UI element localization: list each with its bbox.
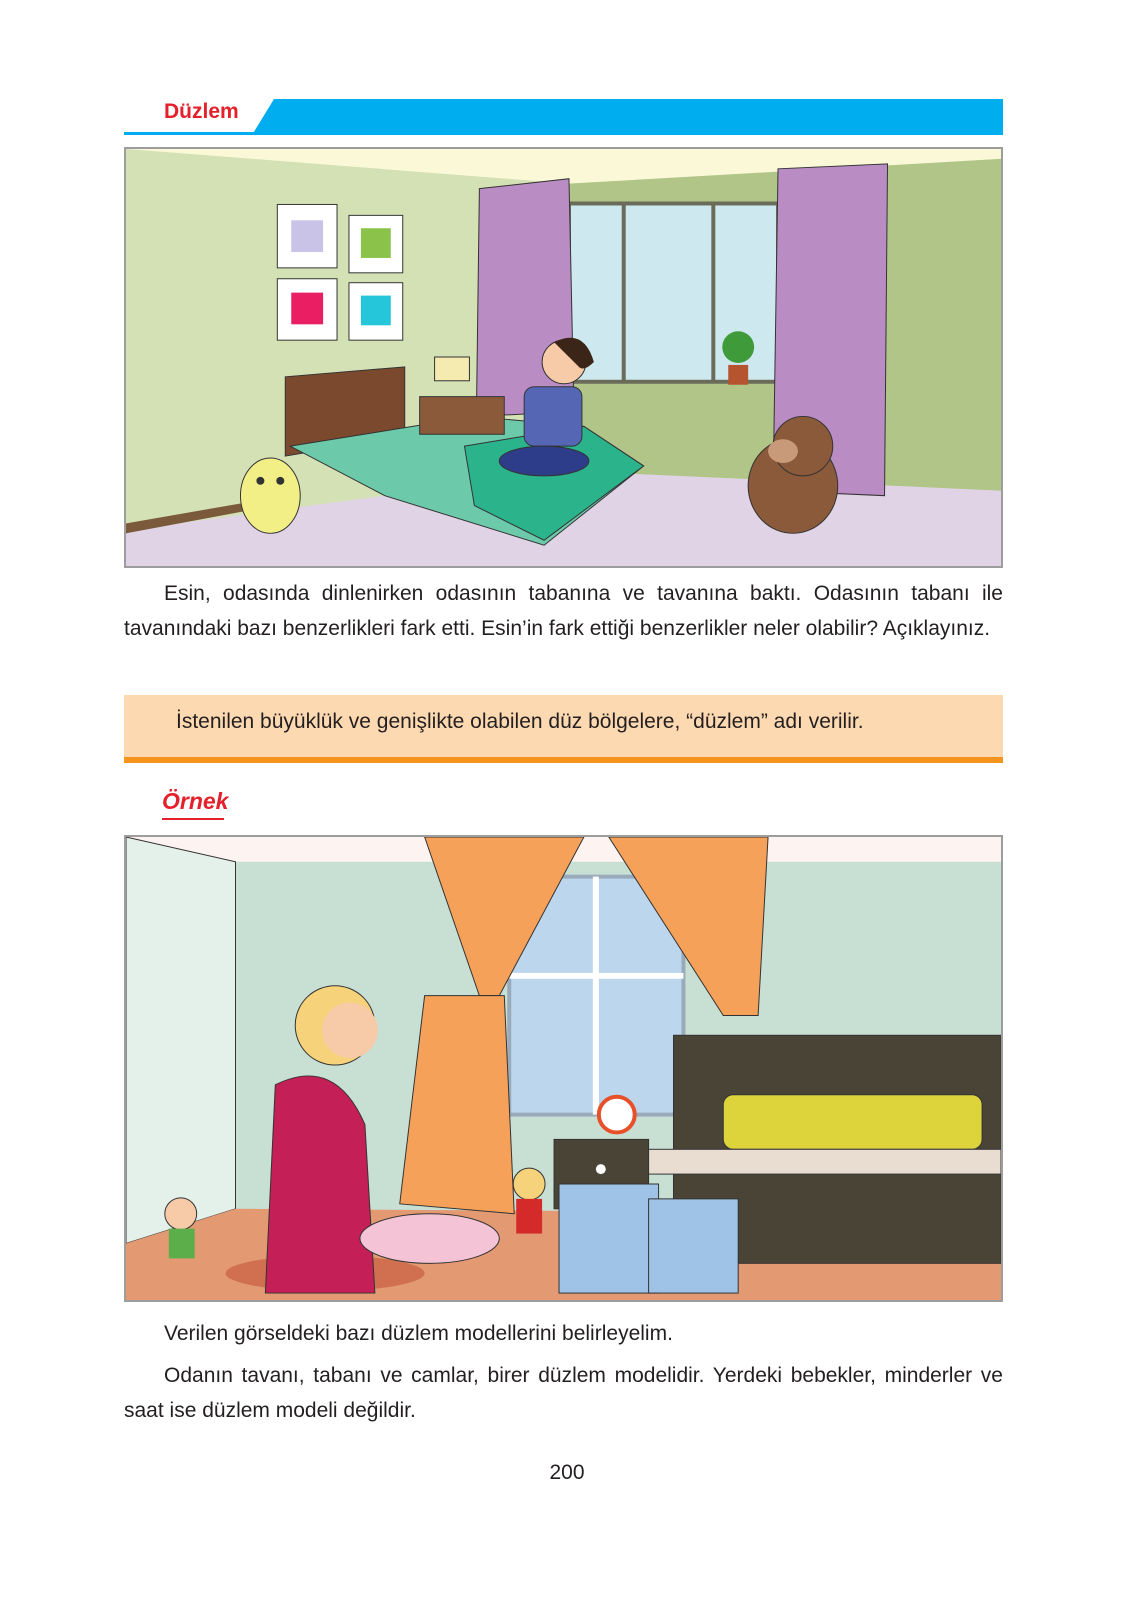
page-number: 200 [549, 1461, 585, 1484]
intro-paragraph [124, 576, 1003, 646]
intro-text: Esin, odasında dinlenirken odasının tabanına ve tavanına baktı. Odasının tabanı ile tavanındaki bazı benzerlikleri fark etti. Esin’in fark ettiği benzerlikler neler olabilir? Açıklayınız. [124, 582, 1003, 640]
section-header [124, 99, 1003, 135]
section-title: Düzlem [164, 100, 239, 123]
definition-text: İstenilen büyüklük ve genişlikte olabilen düz bölgelere, “düzlem” adı verilir. [176, 710, 864, 733]
chick-toy [240, 458, 300, 533]
doll-right [513, 1168, 545, 1233]
example-paragraph-1: Verilen görseldeki bazı düzlem modellerini belirleyelim. [164, 1322, 673, 1345]
alarm-clock [599, 1097, 635, 1133]
definition-box [124, 695, 1003, 763]
example-label: Örnek [162, 788, 229, 814]
girl-room-illustration [124, 835, 1003, 1302]
bedroom-illustration [124, 147, 1003, 568]
example-paragraph-2: Odanın tavanı, tabanı ve camlar, birer düzlem modelidir. Yerdeki bebekler, minderler ve saat ise düzlem modeli değildir. [124, 1364, 1003, 1422]
cushions [559, 1184, 738, 1293]
header-band [252, 99, 1003, 135]
example-label-underline [162, 818, 224, 820]
